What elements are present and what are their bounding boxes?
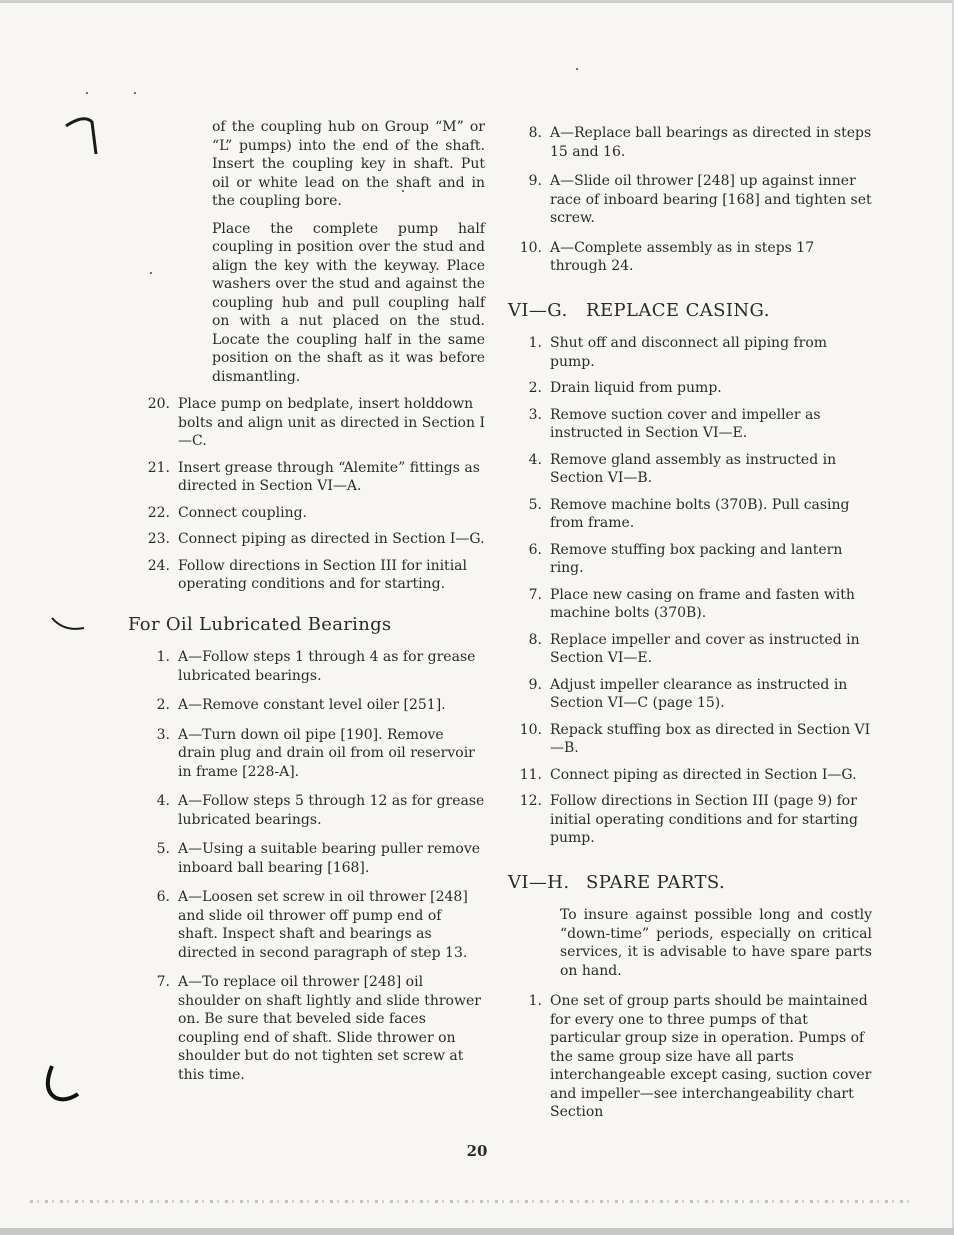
spare-parts-step-1: [512, 992, 872, 1122]
step-24: [140, 557, 485, 594]
page-number: 20: [466, 1142, 488, 1160]
casing-step-10: [512, 721, 872, 758]
scan-artifact: [30, 1200, 910, 1203]
speck: [134, 92, 136, 94]
step-number: 23.: [147, 531, 170, 547]
step-number: 4.: [528, 451, 542, 468]
step-number: 9.: [528, 173, 542, 189]
step-number: 1.: [528, 993, 542, 1009]
casing-step-8: [512, 631, 872, 668]
step-text: Follow directions in Section III for initial operating conditions and for starting.: [178, 557, 467, 592]
binder-mark-bottom: [40, 1064, 84, 1108]
step-text: Remove stuffing box packing and lantern ring.: [550, 541, 843, 576]
step-21: [140, 459, 485, 496]
casing-step-9: [512, 676, 872, 713]
oil-step-6: [140, 888, 485, 962]
step-number: 7.: [528, 586, 542, 603]
step-23: [140, 530, 485, 549]
right-column: [508, 124, 872, 1130]
step-number: 21.: [147, 459, 170, 476]
step-text: Replace impeller and cover as instructed in Section VI—E.: [550, 631, 860, 666]
step-number: 3.: [156, 726, 170, 743]
step-20: [140, 395, 485, 451]
step-number: 6.: [528, 541, 542, 558]
casing-step-7: [512, 586, 872, 623]
oil-step-1: [140, 648, 485, 685]
oil-step-8: [512, 124, 872, 161]
oil-step-10: [512, 239, 872, 276]
oil-step-5: [140, 840, 485, 877]
casing-step-12: [512, 792, 872, 848]
step-text: Follow directions in Section III (page 9) for initial operating conditions and for starting pump.: [550, 793, 858, 846]
step-text: One set of group parts should be maintained for every one to three pumps of that particular group size in operation. Pumps of the same group size have all parts interchangeable except casing, suction cover and impeller—see interchangeability chart Section: [550, 993, 872, 1120]
section-heading-replace-casing: [508, 299, 872, 321]
binder-mark-top: [62, 112, 102, 160]
step-number: 1.: [156, 649, 170, 665]
section-heading-spare-parts: [508, 871, 872, 893]
casing-step-6: [512, 541, 872, 578]
step-text: A—Follow steps 1 through 4 as for grease lubricated bearings.: [178, 649, 476, 684]
step-text: A—Replace ball bearings as directed in steps 15 and 16.: [550, 125, 872, 160]
step-text: A—Loosen set screw in oil thrower [248] and slide oil thrower off pump end of shaft. Inspect shaft and bearings as directed in second paragraph of step 13.: [178, 889, 468, 961]
section-id: VI—G.: [508, 299, 568, 321]
step-text: Remove gland assembly as instructed in Section VI—B.: [550, 451, 837, 486]
step-number: 24.: [147, 557, 170, 574]
step-number: 22.: [147, 504, 170, 521]
step-text: Remove suction cover and impeller as instructed in Section VI—E.: [550, 406, 821, 441]
spare-parts-intro: To insure against possible long and costly “down-time” periods, especially on critical services, it is advisable to have spare parts on hand.: [560, 907, 872, 979]
step-text: Connect coupling.: [178, 504, 308, 521]
step-number: 11.: [519, 766, 542, 783]
casing-step-11: [512, 766, 872, 785]
coupling-paragraph-1: of the coupling hub on Group “M” or “L” pumps) into the end of the shaft. Insert the coupling key in shaft. Put oil or white lead on the shaft and in the coupling bore.: [212, 119, 485, 209]
step-text: A—Slide oil thrower [248] up against inner race of inboard bearing [168] and tighten set screw.: [550, 173, 872, 226]
page-bottom-edge: [0, 1228, 954, 1235]
step-number: 20.: [147, 396, 170, 412]
step-22: [140, 504, 485, 523]
step-text: A—Complete assembly as in steps 17 through 24.: [550, 239, 815, 274]
casing-step-4: [512, 451, 872, 488]
step-text: Insert grease through “Alemite” fittings as directed in Section VI—A.: [178, 459, 480, 494]
step-text: Shut off and disconnect all piping from pump.: [550, 335, 828, 370]
step-number: 10.: [519, 239, 542, 256]
section-title: SPARE PARTS.: [586, 871, 726, 893]
oil-step-3: [140, 726, 485, 782]
step-number: 9.: [528, 676, 542, 693]
page-top-edge: [0, 0, 954, 3]
step-number: 5.: [156, 841, 170, 857]
section-title: REPLACE CASING.: [586, 299, 770, 321]
step-text: Place pump on bedplate, insert holddown bolts and align unit as directed in Section I—C.: [178, 396, 485, 449]
step-number: 1.: [528, 335, 542, 351]
oil-step-7: [140, 973, 485, 1084]
casing-step-1: [512, 334, 872, 371]
step-number: 8.: [528, 125, 542, 141]
step-text: Drain liquid from pump.: [550, 380, 722, 396]
step-number: 10.: [519, 721, 542, 738]
speck: [86, 92, 88, 94]
step-number: 12.: [519, 793, 542, 809]
step-number: 2.: [156, 697, 170, 713]
speck: [576, 68, 578, 70]
step-text: A—To replace oil thrower [248] oil shoulder on shaft lightly and slide thrower on. Be sure that beveled side faces coupling end of shaft. Slide thrower on shoulder but do not tighten set screw at this time.: [178, 974, 481, 1083]
section-id: VI—H.: [508, 871, 570, 893]
step-text: Connect piping as directed in Section I—G.: [550, 766, 857, 783]
step-text: A—Follow steps 5 through 12 as for grease lubricated bearings.: [178, 793, 485, 828]
step-number: 8.: [528, 631, 542, 648]
coupling-paragraph-2: Place the complete pump half coupling in position over the stud and align the key with the keyway. Place washers over the stud and against the coupling hub and pull coupling half on with a nut placed on the stud. Locate the coupling half in the same position on the shaft as it was before dismantling.: [212, 220, 485, 385]
step-text: Place new casing on frame and fasten with machine bolts (370B).: [550, 586, 855, 621]
step-number: 7.: [156, 974, 170, 990]
step-text: A—Using a suitable bearing puller remove inboard ball bearing [168].: [178, 841, 481, 876]
casing-step-5: [512, 496, 872, 533]
step-number: 2.: [528, 380, 542, 396]
oil-step-9: [512, 172, 872, 228]
step-text: A—Remove constant level oiler [251].: [178, 697, 446, 713]
step-number: 6.: [156, 889, 170, 905]
step-number: 5.: [528, 496, 542, 513]
oil-step-4: [140, 792, 485, 829]
oil-step-2: [140, 696, 485, 715]
casing-step-3: [512, 406, 872, 443]
step-text: Adjust impeller clearance as instructed in Section VI—C (page 15).: [550, 676, 848, 711]
step-number: 4.: [156, 793, 170, 809]
step-text: Remove machine bolts (370B). Pull casing from frame.: [550, 496, 850, 531]
oil-bearings-heading: For Oil Lubricated Bearings: [128, 613, 392, 635]
step-number: 3.: [528, 406, 542, 423]
step-text: A—Turn down oil pipe [190]. Remove drain plug and drain oil from oil reservoir in frame [228-A].: [178, 726, 475, 780]
binder-mark-middle: [50, 612, 90, 636]
step-text: Connect piping as directed in Section I—G.: [178, 531, 485, 547]
casing-step-2: [512, 379, 872, 398]
left-column: [128, 118, 485, 1095]
step-text: Repack stuffing box as directed in Section VI—B.: [550, 721, 871, 756]
